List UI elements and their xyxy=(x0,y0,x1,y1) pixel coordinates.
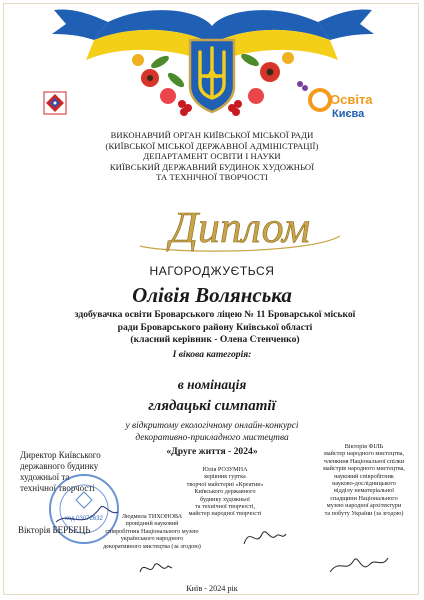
contest-description xyxy=(80,420,344,444)
rozumna-line: творчої майстерні «Креатив» xyxy=(186,480,264,488)
fil-line: та побуту України (за згодою) xyxy=(324,509,404,517)
signature-tykhonova xyxy=(136,556,176,580)
diploma-word: Диплом xyxy=(169,203,311,252)
rozumna-line: Київського державного xyxy=(194,488,256,496)
contest-name: «Друге життя - 2024» xyxy=(166,446,258,457)
rozumna-line: та технічної творчості, xyxy=(194,503,256,511)
stamp-code: код 03072632 xyxy=(65,516,103,522)
logo-word-1: Освіта xyxy=(330,92,373,107)
desc-line: здобувачка освіти Броварського ліцею № 11 Броварської міської xyxy=(74,309,356,320)
age-category: І вікова категорія: xyxy=(172,349,252,360)
organization-header xyxy=(60,130,364,183)
fil-line: музею народної архітектури xyxy=(326,502,402,510)
director-title-line: Директор Київського xyxy=(20,450,101,460)
contest-line: декоративно-прикладного мистецтва xyxy=(135,433,289,443)
fil-line: відділу нематеріальної xyxy=(334,487,394,495)
contest-line: у відкритому екологічному онлайн-конкурсі xyxy=(125,421,299,431)
org-line: КИЇВСЬКИЙ ДЕРЖАВНИЙ БУДИНОК ХУДОЖНЬОЇ xyxy=(109,161,315,172)
fil-line: членкиня Національної спілки xyxy=(323,457,405,465)
tykhonova-line: Людмила ТИХОНОВА xyxy=(121,513,183,520)
fil-line: науковий співробітник xyxy=(334,472,394,480)
fil-line: майстер народного мистецтва, xyxy=(324,450,404,458)
org-line: ВИКОНАВЧИЙ ОРГАН КИЇВСЬКОЇ МІСЬКОЇ РАДИ xyxy=(110,130,314,140)
osvita-kyieva-logo xyxy=(310,90,373,120)
fil-line: Вікторія ФІЛЬ xyxy=(344,443,384,450)
rozumna-line: майстер народної творчості xyxy=(188,510,262,518)
tykhonova-line: декоративного мистецтва (за згодою) xyxy=(103,542,201,550)
ornament-logo-left xyxy=(44,92,66,114)
tykhonova-line: співробітник Національного музею xyxy=(105,527,199,535)
org-line: ДЕПАРТАМЕНТ ОСВІТИ І НАУКИ xyxy=(143,151,281,162)
signature-fil xyxy=(326,552,390,578)
recipient-name: Олівія Волянська xyxy=(132,283,292,307)
director-title-line: художньої та xyxy=(20,472,70,482)
org-line: ТА ТЕХНІЧНОЇ ТВОРЧОСТІ xyxy=(156,172,268,183)
diploma-title xyxy=(130,196,350,258)
tykhonova-line: українського народного xyxy=(120,535,184,543)
director-title-line: державного будинку xyxy=(20,461,99,471)
recipient-description xyxy=(70,309,360,347)
director-title-line: технічної творчості xyxy=(20,483,95,493)
logo-word-2: Києва xyxy=(332,108,365,120)
header-artwork xyxy=(0,0,424,130)
fil-line: науково-дослідницького xyxy=(332,480,396,488)
signatory-tykhonova xyxy=(94,513,210,550)
rozumna-line: керівник гуртка xyxy=(204,473,246,481)
footer-place-year: Київ - 2024 рік xyxy=(186,584,238,593)
flowers-right xyxy=(228,52,308,116)
signature-rozumna xyxy=(240,522,288,552)
award-text: НАГОРОДЖУЄТЬСЯ xyxy=(149,264,275,278)
flowers-left xyxy=(132,54,192,116)
rozumna-line: Юлія РОЗУМНА xyxy=(202,466,248,473)
nomination-name: глядацькі симпатії xyxy=(148,398,276,414)
org-line: (КИЇВСЬКОЇ МІСЬКОЇ ДЕРЖАВНОЇ АДМІНІСТРАЦІЇ) xyxy=(105,140,319,151)
trident-emblem xyxy=(190,40,234,112)
nomination-intro: в номінація xyxy=(177,377,247,392)
desc-line: ради Броварського району Київської області xyxy=(117,321,313,333)
fil-line: спадщини Національного xyxy=(330,494,398,502)
director-name: Вікторія БЕРБЕЦЬ xyxy=(18,525,91,535)
fil-line: майстрів народного мистецтва, xyxy=(323,465,405,473)
tykhonova-line: провідний науковий xyxy=(125,520,179,528)
signatory-rozumna xyxy=(170,466,280,518)
desc-line: (класний керівник - Олена Стенченко) xyxy=(130,334,300,345)
signatory-fil xyxy=(316,443,412,517)
rozumna-line: будинку художньої xyxy=(200,495,250,503)
